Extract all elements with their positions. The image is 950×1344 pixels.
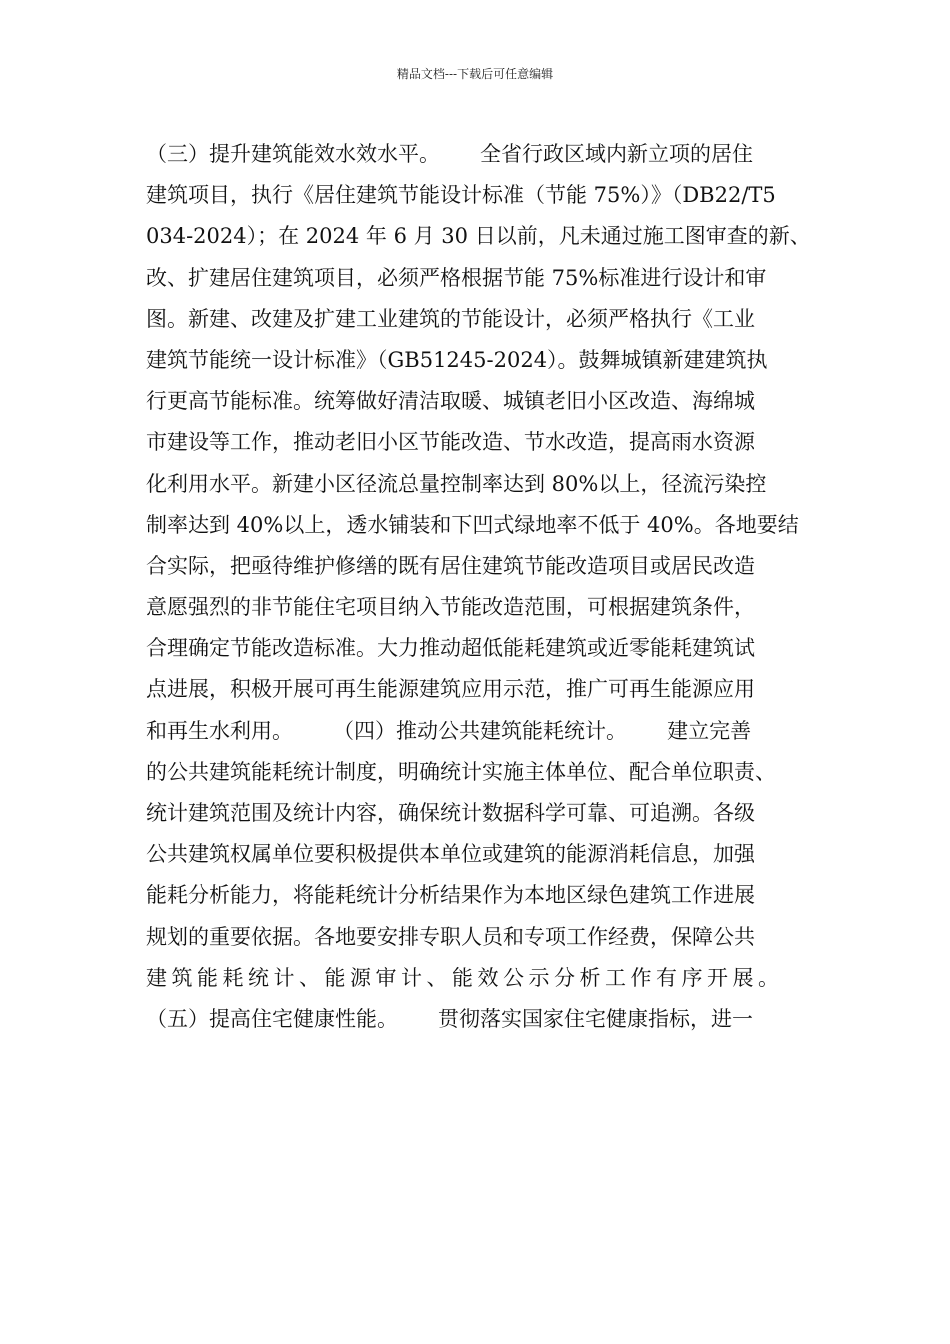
paragraph-line: 统计建筑范围及统计内容，确保统计数据科学可靠、可追溯。各级: [146, 801, 755, 825]
paragraph-line: 034-2024）；在 2024 年 6 月 30 日以前，凡未通过施工图审查的新、: [146, 224, 811, 249]
paragraph-line: 的公共建筑能耗统计制度，明确统计实施主体单位、配合单位职责、: [146, 759, 776, 784]
paragraph-line: 规划的重要依据。各地要安排专职人员和专项工作经费，保障公共: [146, 924, 755, 949]
paragraph-line: 意愿强烈的非节能住宅项目纳入节能改造范围，可根据建筑条件，: [146, 595, 755, 620]
paragraph-line: 点进展，积极开展可再生能源建筑应用示范，推广可再生能源应用: [146, 677, 755, 702]
paragraph-line: 图。新建、改建及扩建工业建筑的节能设计，必须严格执行《工业: [146, 306, 755, 331]
page-header: 精品文档---下载后可任意编辑: [396, 67, 554, 81]
paragraph-line: 和再生水利用。 （四）推动公共建筑能耗统计。 建立完善: [146, 718, 752, 743]
paragraph-line: 公共建筑权属单位要积极提供本单位或建筑的能源消耗信息，加强: [146, 842, 755, 867]
paragraph-line: （五）提高住宅健康性能。 贯彻落实国家住宅健康指标，进一: [146, 1006, 754, 1031]
document-body: [146, 134, 826, 1040]
paragraph-line: 改、扩建居住建筑项目，必须严格根据节能 75%标准进行设计和审: [146, 265, 767, 290]
paragraph-line: 合实际，把亟待维护修缮的既有居住建筑节能改造项目或居民改造: [146, 553, 755, 578]
paragraph-line: 建筑项目，执行《居住建筑节能设计标准（节能 75%）》（DB22/T5: [146, 183, 776, 208]
paragraph-line: 能耗分析能力，将能耗统计分析结果作为本地区绿色建筑工作进展: [146, 883, 755, 908]
paragraph-line: 化利用水平。新建小区径流总量控制率达到 80%以上，径流污染控: [146, 471, 767, 496]
paragraph-line: （三）提升建筑能效水效水平。 全省行政区域内新立项的居住: [146, 142, 754, 166]
paragraph-line: 建筑能耗统计、能源审计、能效公示分析工作有序开展。: [146, 965, 784, 990]
paragraph-line: 合理确定节能改造标准。大力推动超低能耗建筑或近零能耗建筑试: [146, 636, 755, 661]
paragraph-line: 建筑节能统一设计标准》（GB51245-2024）。鼓舞城镇新建建筑执: [146, 347, 768, 372]
paragraph-line: 市建设等工作，推动老旧小区节能改造、节水改造，提高雨水资源: [146, 430, 755, 455]
paragraph-line: 制率达到 40%以上，透水铺装和下凹式绿地率不低于 40%。各地要结: [146, 512, 799, 537]
paragraph-line: 行更高节能标准。统筹做好清洁取暖、城镇老旧小区改造、海绵城: [146, 389, 755, 414]
